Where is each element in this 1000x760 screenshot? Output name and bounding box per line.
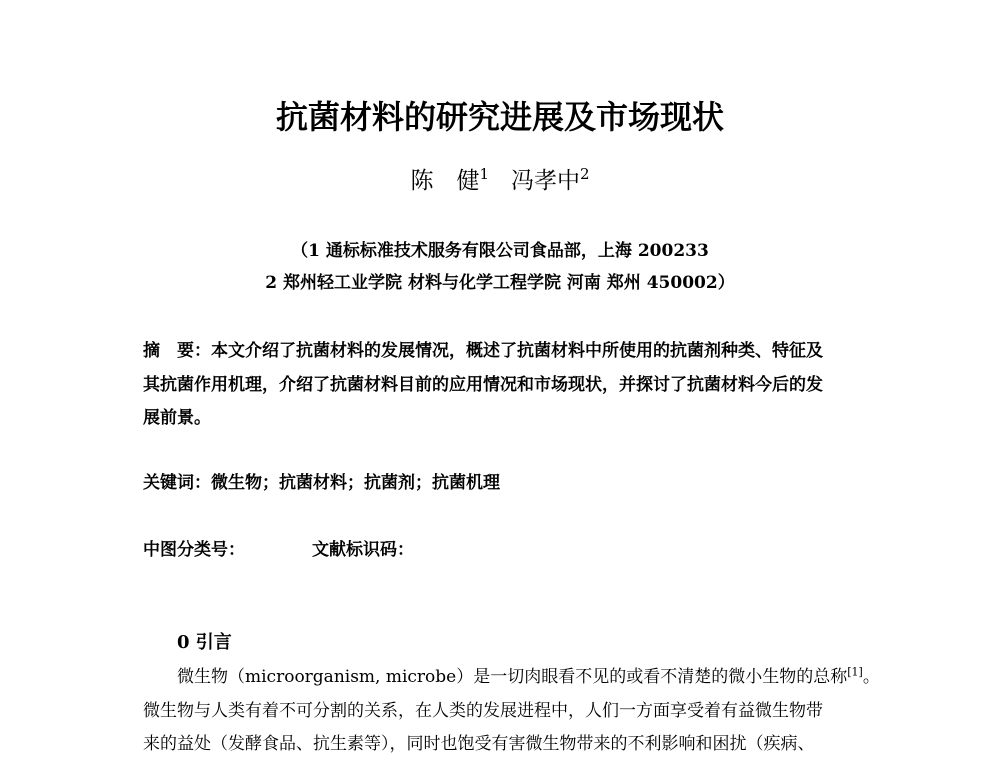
abstract-label: 摘 要： [143,341,211,361]
paper-title: 抗菌材料的研究进展及市场现状 [275,98,724,136]
affiliation-line: 2 郑州轻工业学院 材料与化学工程学院 河南 郑州 450002） [265,273,735,293]
intro-text: 微生物（microorganism, microbe）是一切肉眼看不见的或看不清楚的微小生物的总称 [177,667,848,687]
author-name: 冯孝中 [511,168,580,194]
keywords-text: 微生物；抗菌材料；抗菌剂；抗菌机理 [211,473,500,493]
abstract-text: 本文介绍了抗菌材料的发展情况，概述了抗菌材料中所使用的抗菌剂种类、特征及 [211,341,823,361]
abstract-line [143,336,823,361]
keywords-line [143,468,500,493]
abstract-line: 其抗菌作用机理，介绍了抗菌材料目前的应用情况和市场现状，并探讨了抗菌材料今后的发 [143,375,823,395]
intro-line: 微生物与人类有着不可分割的关系，在人类的发展进程中，人们一方面享受着有益微生物带 [143,701,823,721]
intro-line: 来的益处（发酵食品、抗生素等），同时也饱受有害微生物带来的不利影响和困扰（疾病、 [143,734,815,754]
citation-ref: [1] [847,665,863,679]
section-heading: 0 引言 [177,632,232,653]
author-name: 陈 健 [410,168,480,194]
affiliation-line: （1 通标标准技术服务有限公司食品部，上海 200233 [291,241,709,261]
author-affiliation-mark: 1 [479,165,489,183]
intro-line [177,662,880,687]
document-code-label: 文献标识码： [312,540,414,560]
clc-label: 中图分类号： [143,540,245,560]
intro-text-end: 。 [862,667,880,687]
abstract-line: 展前景。 [143,408,211,428]
author-affiliation-mark: 2 [580,165,590,183]
keywords-label: 关键词： [143,473,211,493]
author-list [0,162,1000,195]
